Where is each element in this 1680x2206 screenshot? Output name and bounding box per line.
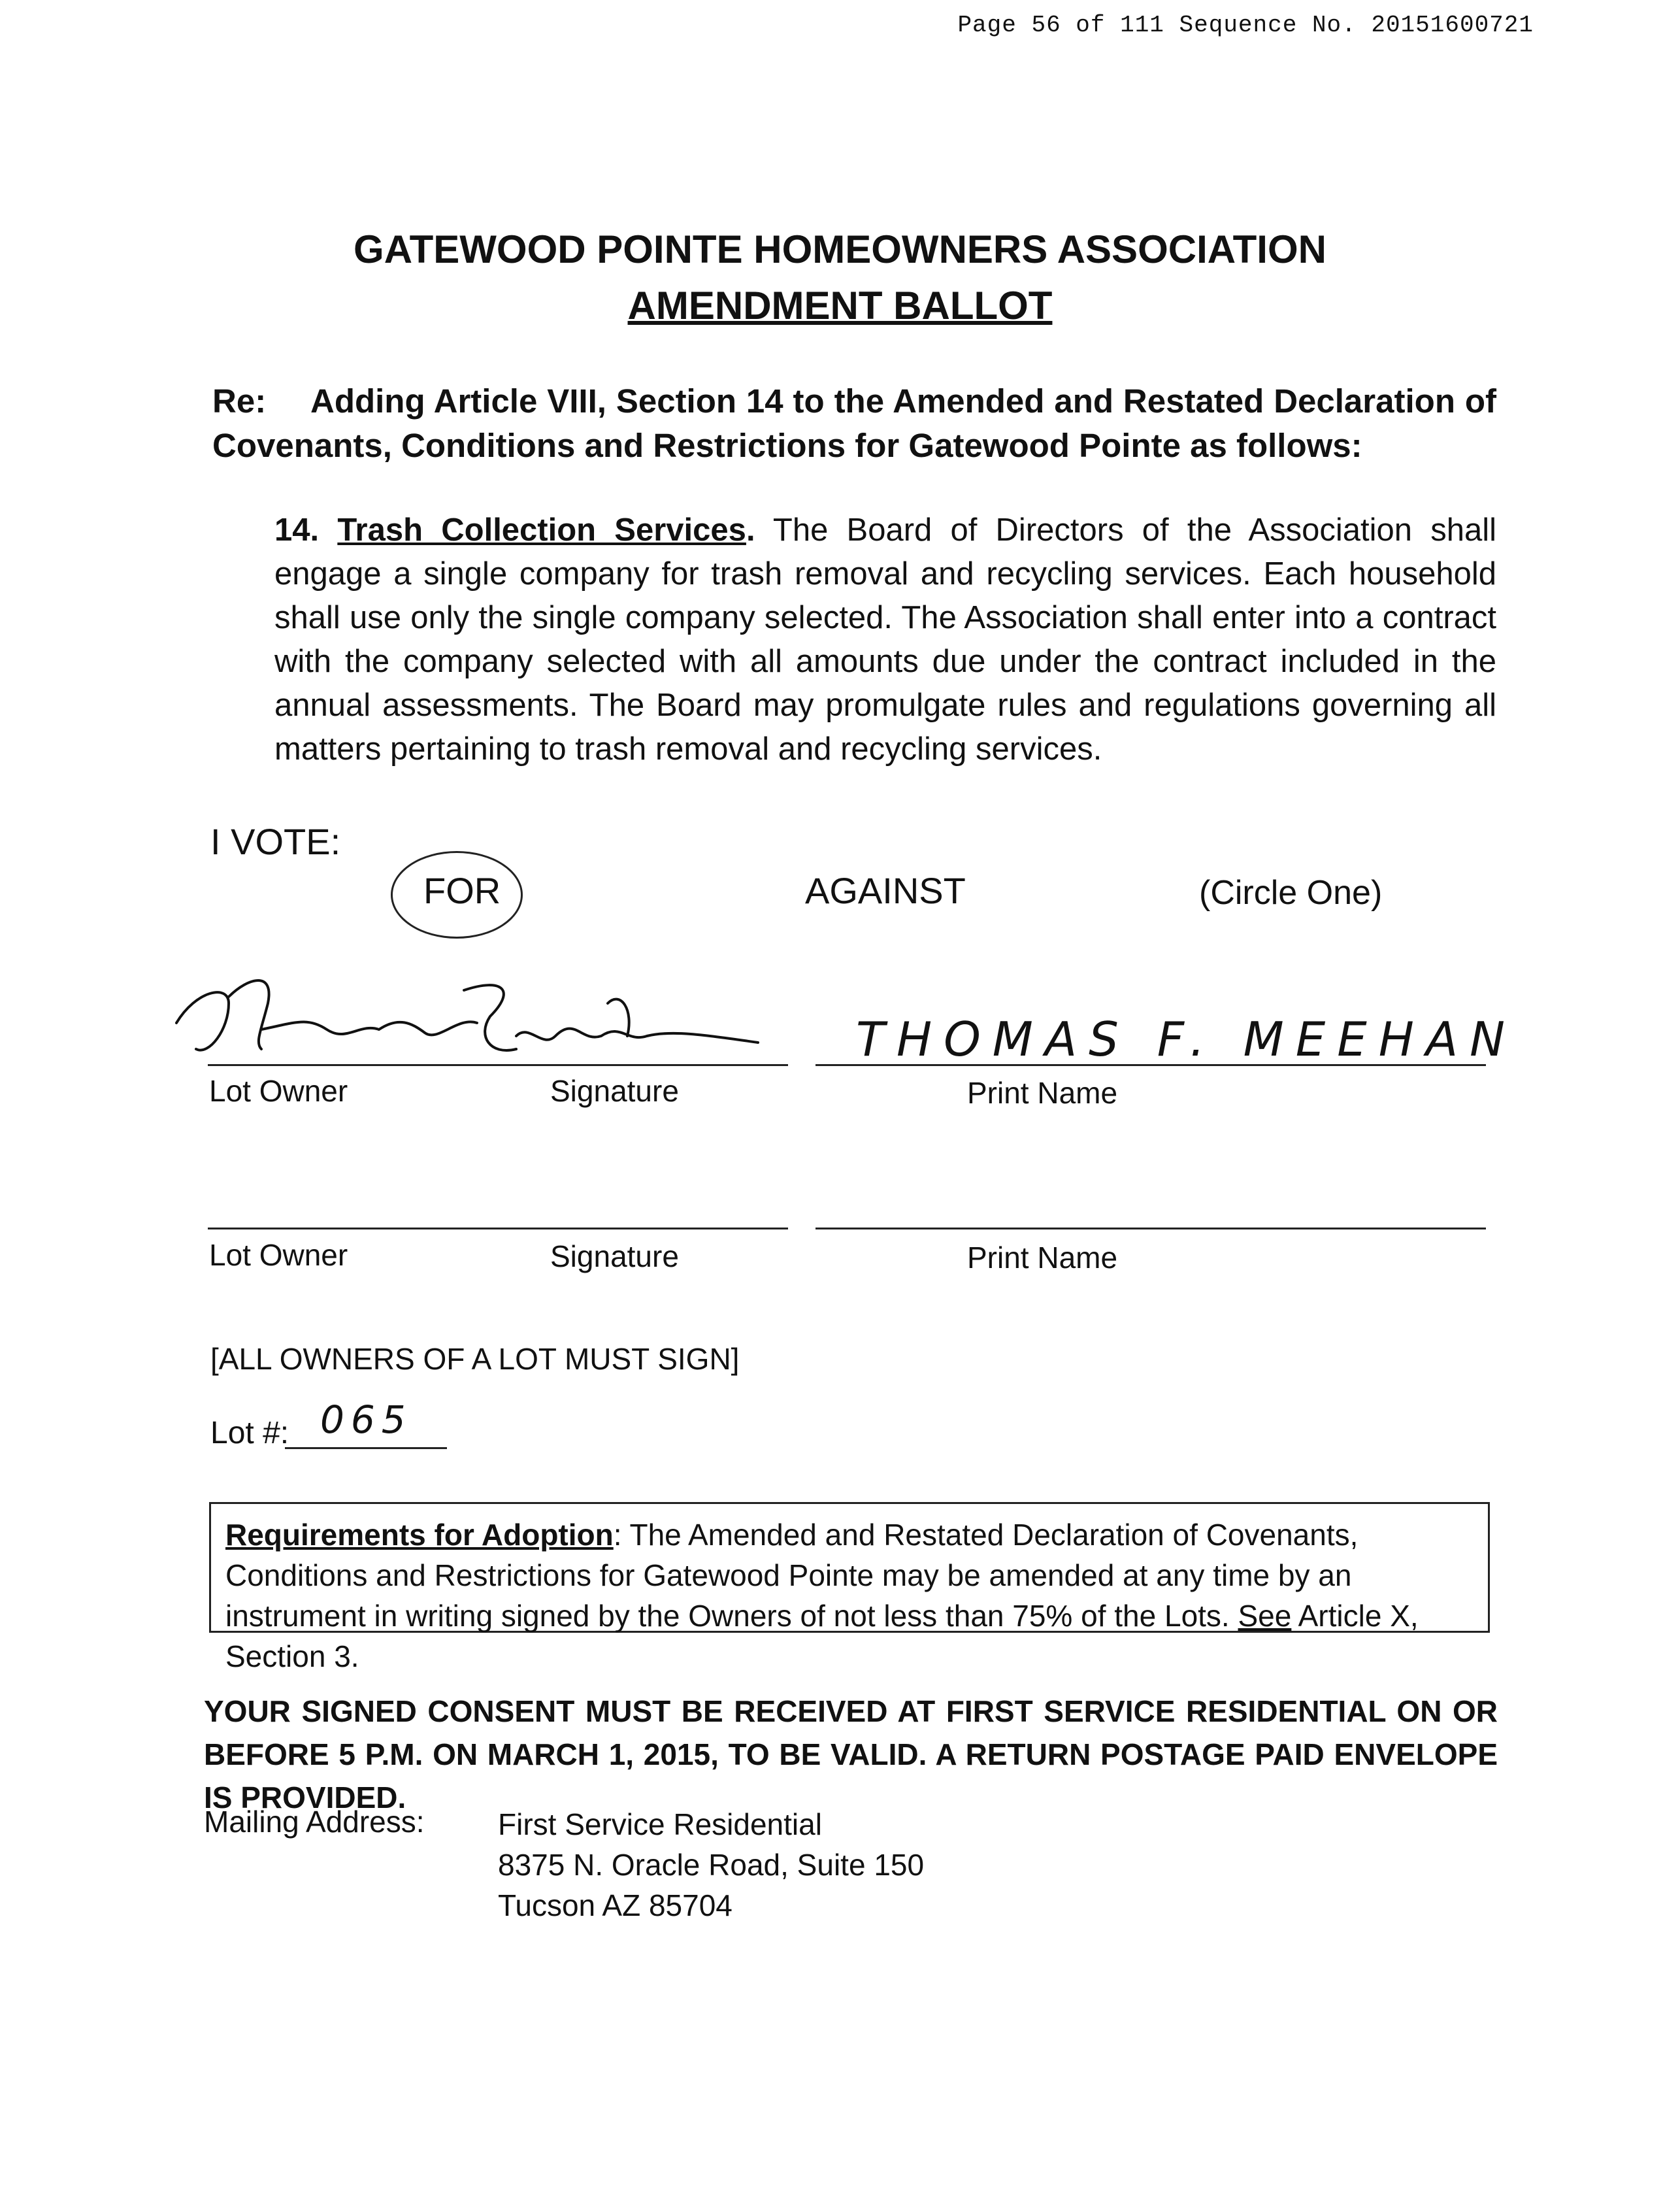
section-heading: Trash Collection Services xyxy=(337,512,746,548)
requirements-label: Requirements for Adoption xyxy=(225,1518,614,1552)
owner-2-signature-line[interactable] xyxy=(208,1228,788,1229)
mailing-address-line: First Service Residential xyxy=(498,1807,822,1841)
lot-number-line[interactable] xyxy=(285,1447,447,1449)
owner-1-signature-line xyxy=(208,1064,788,1066)
ballot-heading: AMENDMENT BALLOT xyxy=(627,284,1053,327)
section-number: 14. xyxy=(274,512,320,548)
owner-2-print-line[interactable] xyxy=(815,1228,1486,1229)
requirements-colon: : xyxy=(613,1518,622,1552)
requirements-text: The Amended and Restated Declaration of Covenants, Conditions and Restrictions for Gatewood Pointe may be amended at any time by an instrument in writing signed by the Owners of not less than 75% of the Lots. xyxy=(225,1518,1359,1633)
all-owners-notice: [ALL OWNERS OF A LOT MUST SIGN] xyxy=(210,1342,740,1376)
mailing-address-line: 8375 N. Oracle Road, Suite 150 xyxy=(498,1848,925,1882)
owner-1-signature-label: Signature xyxy=(550,1074,679,1108)
owner-2-print-label: Print Name xyxy=(967,1241,1118,1275)
vote-option-against[interactable]: AGAINST xyxy=(805,870,966,911)
owner-1-printed-name: THOMAS F. MEEHAN xyxy=(856,1012,1517,1067)
re-label: Re: xyxy=(212,382,267,420)
document-title: GATEWOOD POINTE HOMEOWNERS ASSOCIATION xyxy=(354,227,1326,271)
consent-deadline-notice: YOUR SIGNED CONSENT MUST BE RECEIVED AT FIRST SERVICE RESIDENTIAL ON OR BEFORE 5 P.M. ON MARCH 1, 2015, TO BE VALID. A RETURN POSTAGE PAID ENVELOPE IS PROVIDED. xyxy=(204,1694,1498,1814)
owner-1-print-line xyxy=(815,1064,1486,1066)
section-heading-wrap xyxy=(337,512,755,548)
vote-label: I VOTE: xyxy=(210,821,341,862)
owner-1-print-label: Print Name xyxy=(967,1076,1118,1110)
document-subtitle xyxy=(0,286,1680,326)
lot-number-value: 065 xyxy=(320,1397,412,1442)
mailing-address xyxy=(498,1804,924,1926)
page-sequence-header: Page 56 of 111 Sequence No. 20151600721 xyxy=(957,12,1534,39)
section-heading-end: . xyxy=(746,512,755,548)
section-14-paragraph xyxy=(274,509,1496,771)
vote-instruction: (Circle One) xyxy=(1199,874,1383,912)
requirements-reference: Article X, Section 3. xyxy=(225,1599,1419,1673)
owner-1-signature xyxy=(150,951,791,1069)
re-paragraph xyxy=(212,379,1496,468)
mailing-address-label: Mailing Address: xyxy=(204,1805,425,1839)
owner-2-signature-label: Signature xyxy=(550,1239,679,1273)
requirements-see: See xyxy=(1238,1599,1292,1633)
lot-number-label: Lot #: xyxy=(210,1416,289,1450)
vote-option-for[interactable]: FOR xyxy=(423,870,501,911)
mailing-address-line: Tucson AZ 85704 xyxy=(498,1888,733,1922)
re-text: Adding Article VIII, Section 14 to the Amended and Restated Declaration of Covenants, Conditions and Restrictions for Gatewood Pointe as follows: xyxy=(212,382,1496,464)
owner-2-lot-owner-label: Lot Owner xyxy=(209,1238,348,1272)
owner-1-lot-owner-label: Lot Owner xyxy=(209,1074,348,1108)
section-body: The Board of Directors of the Association shall engage a single company for trash removal and recycling services. Each household shall use only the single company selected. The Association shall enter into a contract with the company selected with all amounts due under the contract included in the annual assessments. The Board may promulgate rules and regulations governing all matters pertaining to trash removal and recycling services. xyxy=(274,512,1496,767)
requirements-box xyxy=(209,1502,1490,1673)
